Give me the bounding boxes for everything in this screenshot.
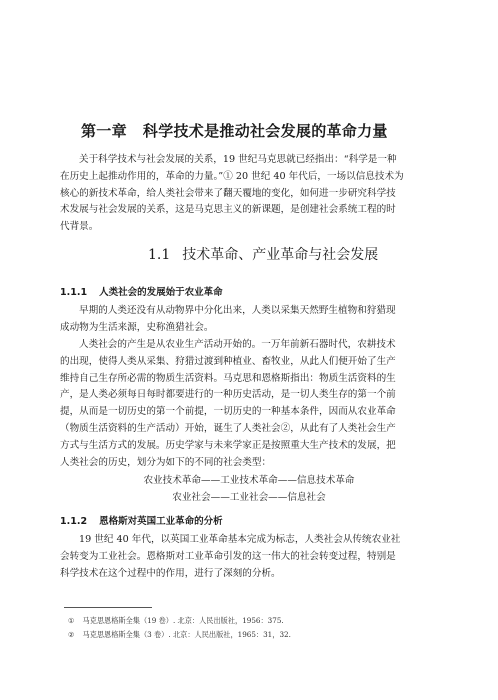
subsection-title: 恩格斯对英国工业革命的分析	[99, 516, 223, 527]
footnote	[68, 616, 284, 626]
footnote-divider	[64, 607, 152, 608]
paragraph	[60, 532, 400, 582]
text-line: 维持自己生存所必需的物质生活资料。马克思和恩格斯指出：物质生活资料的生	[60, 372, 396, 384]
text-line: 人类社会的历史，划分为如下的不同的社会类型：	[60, 456, 272, 468]
subsection-number: 1.1.2	[60, 516, 88, 527]
subsection-title: 人类社会的发展始于农业革命	[99, 287, 223, 298]
chapter-number: 第一章	[81, 122, 127, 140]
paragraph	[60, 337, 396, 471]
section-title-text: 技术革命、产业革命与社会发展	[182, 247, 379, 263]
text-line: 代背景。	[60, 221, 99, 233]
chapter-title	[81, 120, 388, 141]
text-line: 产，是人类必须每日每时都要进行的一种历史活动，是一切人类生存的第一个前	[60, 389, 396, 401]
text-line: 人类社会的产生是从农业生产活动开始的。一万年前新石器时代，农耕技术	[79, 339, 396, 350]
text-line: 成动物为生活来源，史称渔猎社会。	[60, 321, 214, 333]
text-line: 会转变为工业社会。恩格斯对工业革命引发的这一伟大的社会转变过程，特别是	[60, 550, 396, 562]
text-line: 的出现，使得人类从采集、狩猎过渡到种植业、畜牧业，从此人们便开始了生产	[60, 355, 396, 367]
text-line: 19 世纪 40 年代，以英国工业革命基本完成为标志，人类社会从传统农业社	[79, 534, 401, 545]
section-number: 1.1	[148, 247, 171, 263]
text-line: 方式与生活方式的发展。历史学家与未来学家正是按照重大生产技术的发展，把	[60, 439, 396, 451]
chapter-title-text: 科学技术是推动社会发展的革命力量	[142, 122, 388, 140]
text-line: 关于科学技术与社会发展的关系，19 世纪马克思就已经指出：“科学是一种	[79, 154, 397, 165]
footnote-marker: ②	[68, 630, 75, 639]
text-line: （物质生活资料的生产活动）开始，诞生了人类社会②，从此有了人类社会生产	[60, 422, 396, 434]
text-line: 术发展与社会发展的关系，这是马克思主义的新课题，是创建社会系统工程的时	[60, 204, 396, 216]
technology-sequence: 农业技术革命——工业技术革命——信息技术革命	[143, 475, 355, 486]
subsection-number: 1.1.1	[60, 287, 88, 298]
subsection-heading	[60, 284, 223, 298]
footnote-text: 马克思恩格斯全集（19 卷）. 北京：人民出版社，1956：375.	[82, 616, 284, 625]
footnote	[68, 630, 291, 640]
section-title	[148, 244, 378, 264]
intro-paragraph	[60, 152, 404, 236]
paragraph	[60, 303, 396, 337]
text-line: 核心的新技术革命，给人类社会带来了翻天覆地的变化，如何进一步研究科学技	[60, 187, 396, 199]
text-line: 早期的人类还没有从动物界中分化出来，人类以采集天然野生植物和狩猎现	[79, 305, 396, 316]
text-line: 科学技术在这个过程中的作用，进行了深刻的分析。	[60, 567, 281, 579]
subsection-heading	[60, 513, 223, 527]
footnote-text: 马克思恩格斯全集（3 卷）. 北京：人民出版社，1965：31，32.	[82, 630, 291, 639]
footnote-marker: ①	[68, 616, 75, 625]
text-line: 在历史上起推动作用的，革命的力量。”① 20 世纪 40 年代后，一场以信息技术为	[60, 170, 404, 182]
society-sequence: 农业社会——工业社会——信息社会	[172, 492, 326, 503]
text-line: 提，从而是一切历史的第一个前提，一切历史的一种基本条件，因而从农业革命	[60, 406, 396, 418]
